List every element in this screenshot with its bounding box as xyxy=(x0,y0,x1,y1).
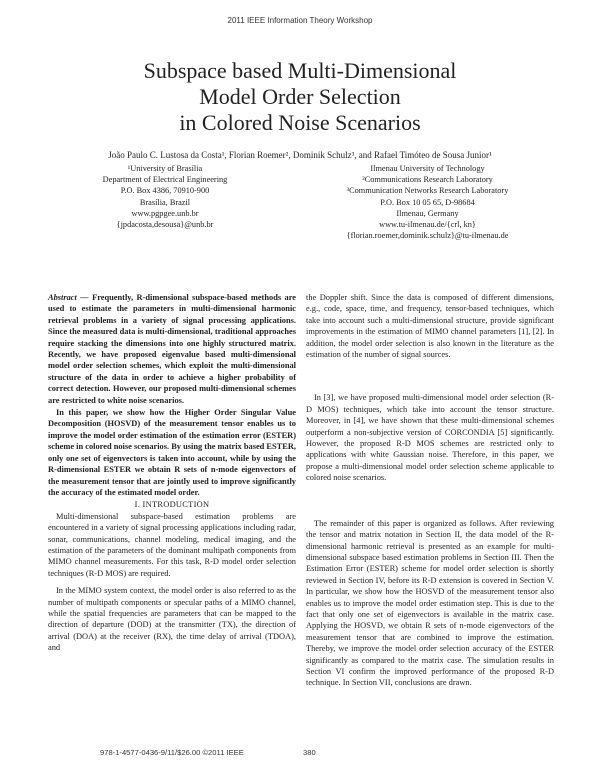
abstract-text-1: Frequently, R-dimensional subspace-based methods are used to estimate the parameters in multi-dimensional harmonic retrieval problems in a variety of signal processing applications. Since the measured data is multi-dimensional, traditional approaches require stacking the dimensions into one highly structured matrix. Recently, we have proposed eigenvalue based multi-dimensional model order selection schemes, which exploit the multi-dimensional structure of the data in order to achieve a higher probability of correct detection. However, our proposed multi-dimensional schemes are restricted to white noise scenarios. xyxy=(48,293,296,405)
affiliation-line: ¹University of Brasília xyxy=(127,164,203,173)
right-paragraph-1: the Doppler shift. Since the data is composed of different dimensions, e.g., code, space, time, and frequency, tensor-based techniques, which take into account such a multi-dimensional structure, provide significant improvements in the estimation of MIMO channel parameters [1], [2]. In addition, the model order selection is also known in the literature as the estimation of the number of signal sources. xyxy=(306,293,554,360)
paper-title xyxy=(60,58,540,136)
affiliation-line: Ilmenau University of Technology xyxy=(370,164,485,173)
paragraph-spacer xyxy=(306,490,554,518)
abstract xyxy=(48,292,296,498)
affiliation-line: Department of Electrical Engineering xyxy=(102,175,228,185)
affiliation-line: {jpdacosta,desousa}@unb.br xyxy=(116,220,214,230)
section-heading-introduction: I. INTRODUCTION xyxy=(134,500,210,510)
abstract-paragraph-1 xyxy=(48,292,296,406)
abstract-label: Abstract — xyxy=(48,293,89,302)
right-paragraph-2: In [3], we have proposed multi-dimensional model order selection (R-D MOS) techniques, which take into account the tensor structure. Moreover, in [4], we have shown that these multi-dimensional schemes outperform a non-subjective version of CORCONDIA [5] significantly. However, the proposed R-D MOS schemes are restricted only to applications with white Gaussian noise. Therefore, in this paper, we propose a multi-dimensional model order selection scheme applicable to colored noise scenarios. xyxy=(306,393,554,483)
right-column xyxy=(306,292,554,695)
footer-page-number: 380 xyxy=(303,748,316,757)
affiliation-right xyxy=(305,163,550,241)
affiliation-line: www.tu-ilmenau.de/{crl, kn} xyxy=(379,220,476,230)
affiliation-line: ³Communication Networks Research Laboratory xyxy=(346,186,509,196)
affiliation-line: www.pgpgee.unb.br xyxy=(131,208,199,218)
title-line-1: Subspace based Multi-Dimensional xyxy=(143,58,457,83)
affiliation-line: P.O. Box 10 05 65, D-98684 xyxy=(380,197,475,207)
intro-paragraph-1: Multi-dimensional subspace-based estimation problems are encountered in a variety of signal processing applications including radar, sonar, communications, channel modeling, medical imaging, and the estimation of the parameters of the dominant multipath components from MIMO channel measurements. For this task, R-D model order selection techniques (R-D MOS) are required. xyxy=(48,511,296,578)
affiliation-left xyxy=(60,163,270,230)
affiliation-line: Ilmenau, Germany xyxy=(396,208,459,218)
affiliation-line: Brasília, Brazil xyxy=(139,197,191,207)
abstract-paragraph-2: In this paper, we show how the Higher Order Singular Value Decomposition (HOSVD) of the measurement tensor enables us to improve the model order estimation of the estimation error (ESTER) scheme in colored noise scenarios. By using the matrix based ESTER, only one set of eigenvectors is taken into account, while by using the R-dimensional ESTER we obtain R sets of n-mode eigenvectors of the measurement tensor that are jointly used to improve significantly the accuracy of the estimated model order. xyxy=(48,408,296,497)
left-column xyxy=(48,292,296,660)
paragraph-spacer xyxy=(306,366,554,392)
affiliation-line: P.O. Box 4386, 70910-900 xyxy=(120,186,210,196)
author-list: João Paulo C. Lustosa da Costa¹, Florian Roemer², Dominik Schulz³, and Rafael Timóteo de Sousa Junior¹ xyxy=(108,150,492,160)
affiliation-line: {florian.roemer,dominik.schulz}@tu-ilmenau.de xyxy=(346,231,509,241)
affiliation-line: ²Communications Research Laboratory xyxy=(362,175,493,185)
title-line-3: in Colored Noise Scenarios xyxy=(179,110,421,135)
footer-isbn: 978-1-4577-0436-9/11/$26.00 ©2011 IEEE xyxy=(100,748,244,757)
conference-header: 2011 IEEE Information Theory Workshop xyxy=(227,16,373,25)
right-paragraph-3: The remainder of this paper is organized as follows. After reviewing the tensor and matrix notation in Section II, the data model of the R-dimensional harmonic retrieval is presented as an example for multi-dimensional subspace based estimation problems in Section III. Then the Estimation Error (ESTER) scheme for model order selection is shortly reviewed in Section IV, before its R-D extension is covered in Section V. In particular, we show how the HOSVD of the measurement tensor also enables us to improve the model order estimation step. This is due to the fact that only one set of eigenvectors is available in the matrix case. Applying the HOSVD, we obtain R sets of n-mode eigenvectors of the measurement tensor that are combined to improve the estimation. Thereby, we improve the model order selection accuracy of the ESTER significantly as compared to the matrix case. The simulation results in Section VI confirm the improved performance of the proposed R-D technique. In Section VII, conclusions are drawn. xyxy=(306,518,554,688)
title-line-2: Model Order Selection xyxy=(199,84,401,109)
intro-paragraph-2: In the MIMO system context, the model order is also referred to as the number of multipath components or specular paths of a MIMO channel, while the spatial frequencies are parameters that can be mapped to the direction of departure (DOD) at the transmitter (TX), the direction of arrival (DOA) at the receiver (RX), the time delay of arrival (TDOA), and xyxy=(48,586,296,653)
